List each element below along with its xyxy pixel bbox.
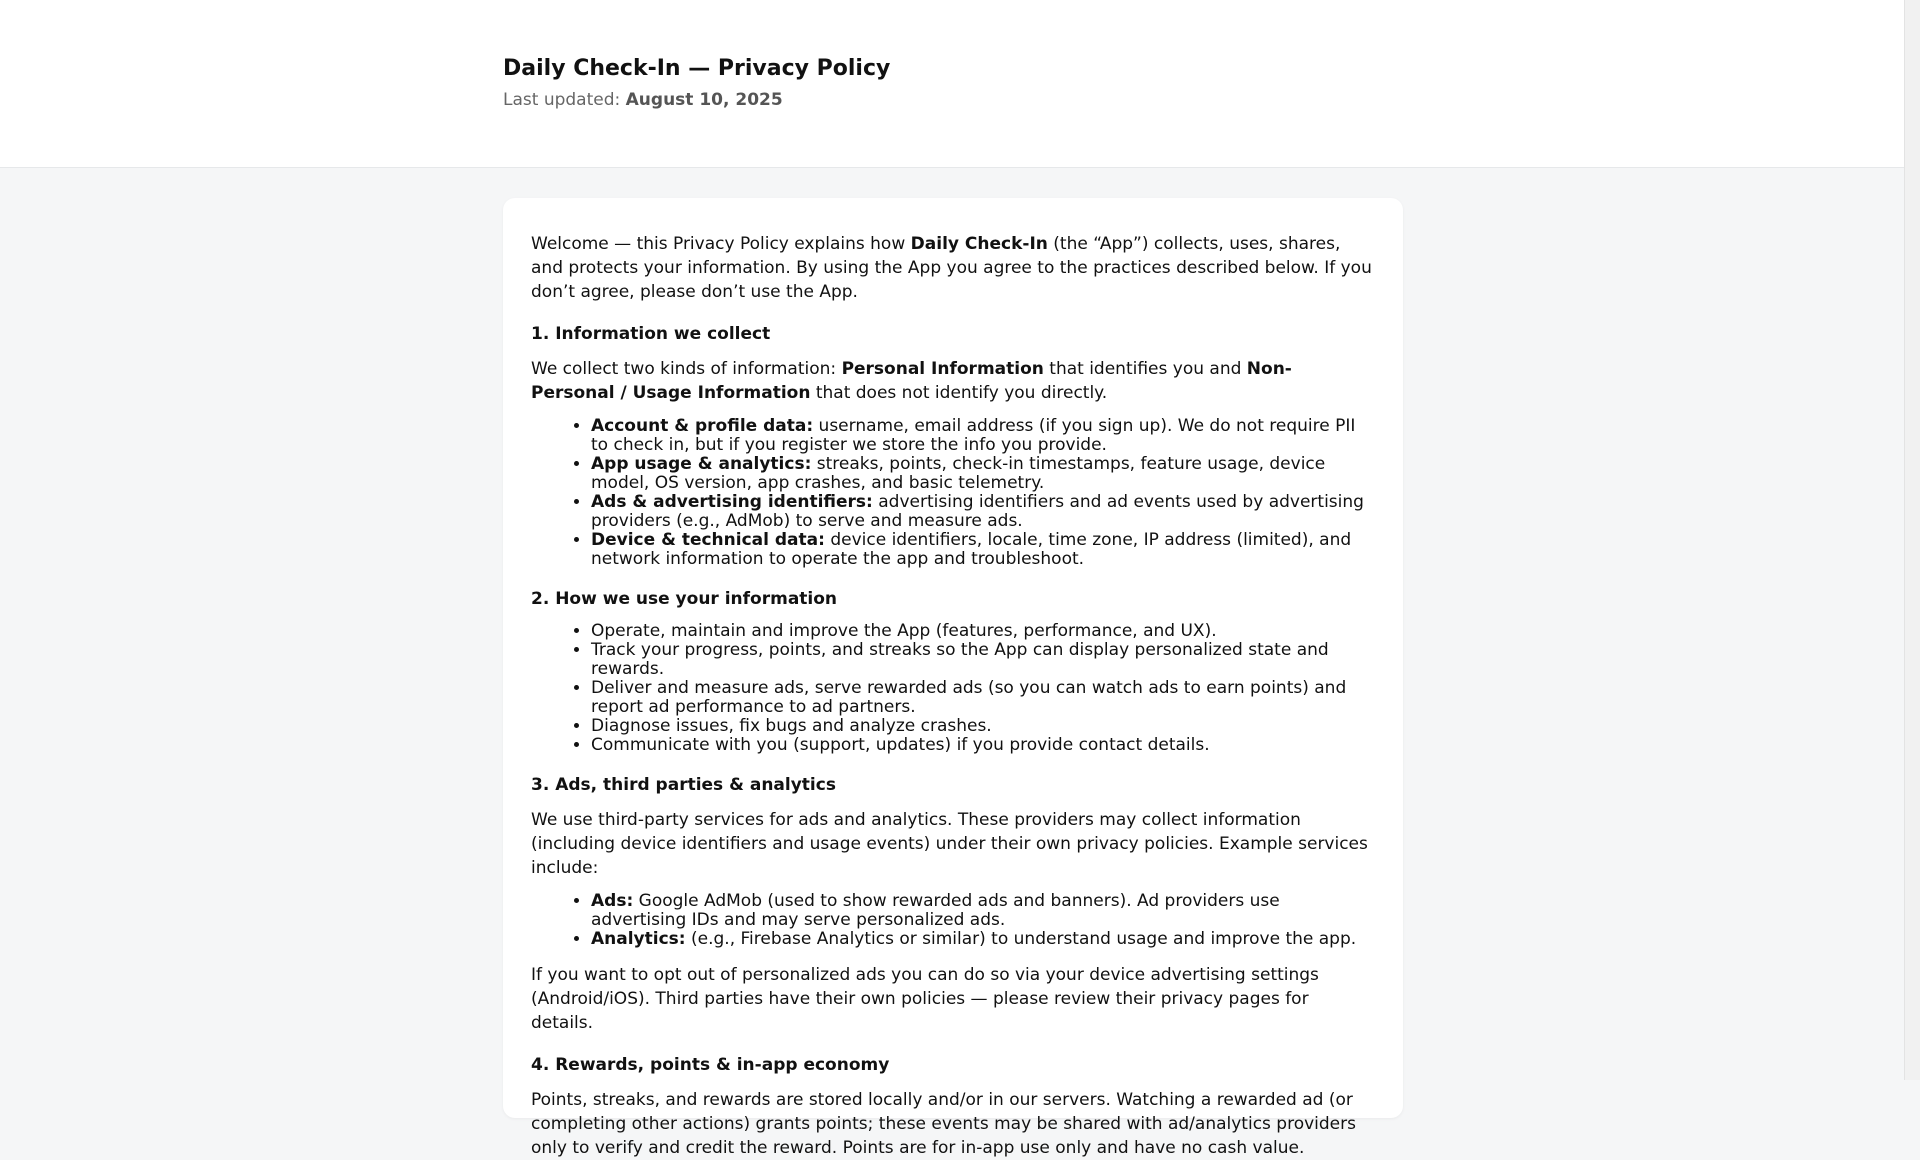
section-3-list [531, 892, 1375, 949]
list-item [591, 930, 1375, 949]
section-1-list [531, 417, 1375, 569]
list-item-label: App usage & analytics: [591, 454, 812, 474]
list-item: • Deliver and measure ads, serve rewarded ads (so you can watch ads to earn points) and report ad performance to ad partners. [591, 679, 1375, 717]
intro-pre: Welcome — this Privacy Policy explains how [531, 234, 911, 254]
page-title: Daily Check-In — Privacy Policy [503, 56, 891, 81]
header-inner [503, 0, 1403, 110]
list-item-text: advertising identifiers and ad events used by advertising providers (e.g., AdMob) to serve and measure ads. [591, 492, 1364, 531]
list-item-label: Analytics: [591, 929, 686, 949]
section-1-heading: 1. Information we collect [531, 324, 771, 344]
last-updated-date: August 10, 2025 [625, 90, 783, 110]
s1-text-post: that does not identify you directly. [810, 383, 1108, 403]
list-item [591, 493, 1375, 531]
list-item-text: device identifiers, locale, time zone, IP address (limited), and network information to operate the app and troubleshoot. [591, 530, 1352, 569]
section-4-heading: 4. Rewards, points & in-app economy [531, 1055, 890, 1075]
list-item-text: (e.g., Firebase Analytics or similar) to understand usage and improve the app. [685, 929, 1357, 949]
list-item: • Operate, maintain and improve the App (features, performance, and UX). [591, 622, 1375, 641]
list-item: • Track your progress, points, and streaks so the App can display personalized state and rewards. [591, 641, 1375, 679]
intro-app-name: Daily Check-In [910, 234, 1048, 254]
list-item [591, 531, 1375, 569]
list-item: • Communicate with you (support, updates) if you provide contact details. [591, 736, 1375, 755]
list-item-label: Ads: [591, 891, 634, 911]
list-item [591, 417, 1375, 455]
last-updated-label: Last updated: [503, 90, 621, 110]
list-item: • Diagnose issues, fix bugs and analyze crashes. [591, 717, 1375, 736]
list-item [591, 892, 1375, 930]
s1-text-mid: that identifies you and [1043, 359, 1247, 379]
s1-text-pre: We collect two kinds of information: [531, 359, 842, 379]
s1-bold-personal: Personal Information [841, 359, 1044, 379]
list-item-text: Google AdMob (used to show rewarded ads and banners). Ad providers use advertising IDs and may serve personalized ads. [591, 891, 1280, 930]
list-item-text: streaks, points, check-in timestamps, feature usage, device model, OS version, app crashes, and basic telemetry. [591, 454, 1326, 493]
section-4-paragraph-1: Points, streaks, and rewards are stored locally and/or in our servers. Watching a rewarded ad (or completing other actions) grants points; these events may be shared with ad/analytics providers only to verify and credit the reward. Points are for in-app use only and have no cash value. [531, 1090, 1356, 1158]
section-2-heading: 2. How we use your information [531, 589, 838, 609]
intro-post: (the “App”) collects, uses, shares, and protects your information. By using the App you agree to the practices described below. If you don’t agree, please don’t use the App. [531, 234, 1372, 302]
list-item-text: username, email address (if you sign up). We do not require PII to check in, but if you register we store the info you provide. [591, 416, 1356, 455]
section-3-heading: 3. Ads, third parties & analytics [531, 775, 836, 795]
list-item-label: Account & profile data: [591, 416, 814, 436]
section-1-paragraph [531, 357, 1375, 405]
intro-paragraph [531, 232, 1375, 304]
list-item [591, 455, 1375, 493]
last-updated [503, 90, 1403, 110]
section-2-list [531, 622, 1375, 755]
list-item-label: Ads & advertising identifiers: [591, 492, 873, 512]
list-item-label: Device & technical data: [591, 530, 825, 550]
s1-bold-nonpersonal: Non-Personal / Usage Information [531, 359, 1292, 403]
vertical-scrollbar[interactable] [1904, 0, 1920, 1080]
section-3-paragraph-2: If you want to opt out of personalized ads you can do so via your device advertising settings (Android/iOS). Third parties have their own policies — please review their privacy pages for details. [531, 965, 1319, 1033]
section-3-paragraph-1: We use third-party services for ads and analytics. These providers may collect information (including device identifiers and usage events) under their own privacy policies. Example services include: [531, 810, 1368, 878]
page-header [0, 0, 1905, 168]
policy-card [503, 198, 1403, 1158]
